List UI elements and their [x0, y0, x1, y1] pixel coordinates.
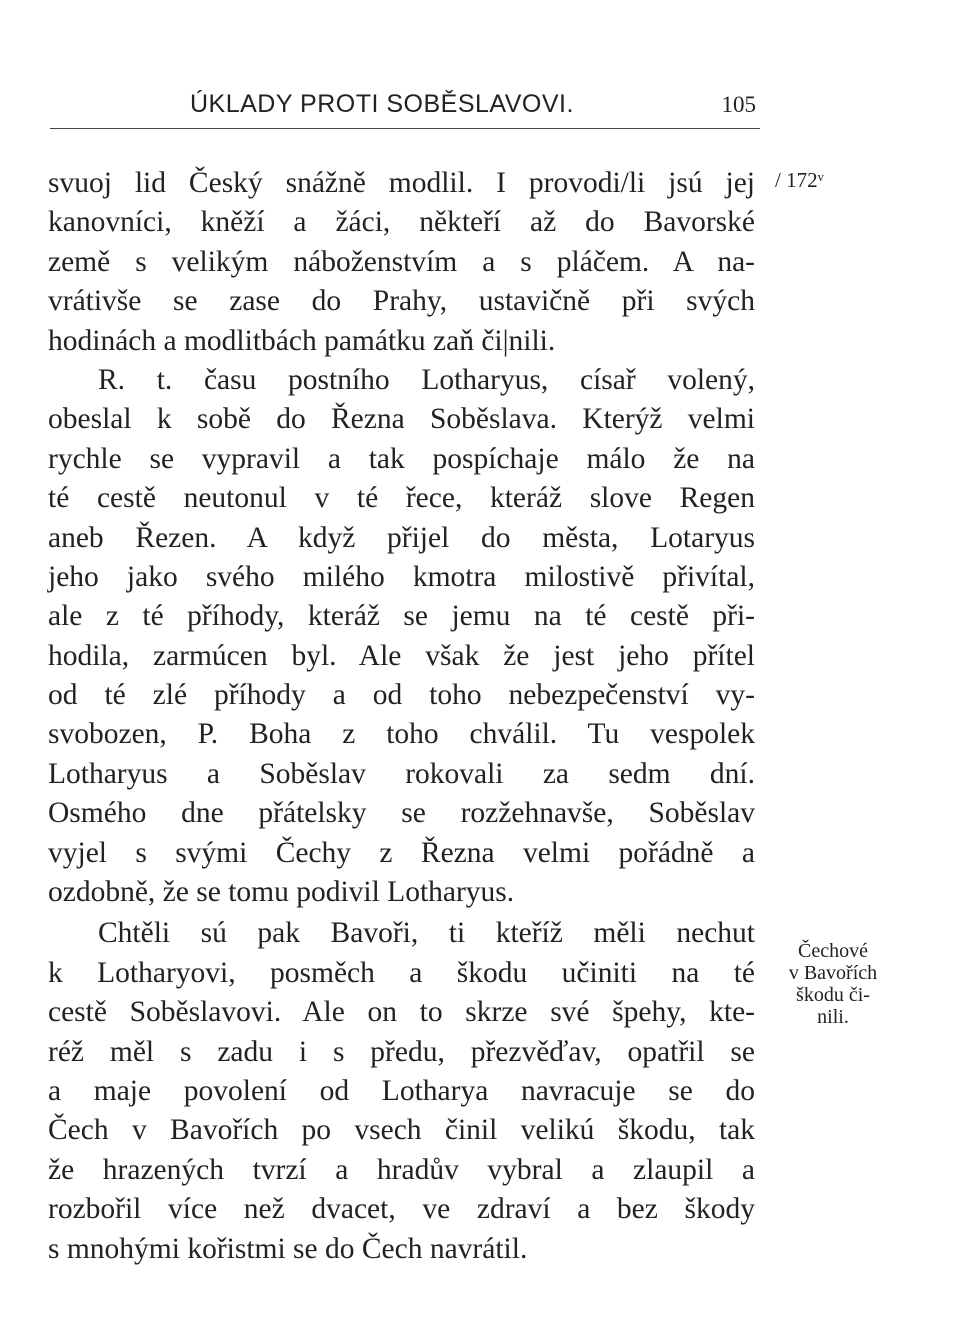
text-line: hodinách a modlitbách památku zaň či|nili.	[48, 324, 556, 357]
text-line: a maje povolení od Lotharya navracuje se do	[48, 1074, 755, 1107]
margin-note-line: v Bavořích	[788, 962, 878, 984]
text-line: země s velikým náboženstvím a s pláčem. A na-	[48, 245, 755, 278]
text-line: R. t. času postního Lotharyus, císař volený,	[98, 363, 755, 396]
text-line: té cestě neutonul v té řece, kteráž slove Regen	[48, 482, 755, 515]
margin-note-line: Čechové	[798, 940, 868, 962]
running-header	[50, 84, 760, 129]
text-line: ale z té příhody, kteráž se jemu na té cestě při-	[48, 600, 755, 633]
folio-marker: / 172ᵛ	[775, 168, 824, 192]
text-line: ozdobně, že se tomu podivil Lotharyus.	[48, 876, 515, 909]
text-line: svuoj lid Český snážně modlil. I provodi/li jsú jej	[48, 167, 755, 199]
text-line: rozbořil více než dvacet, ve zdraví a bez škody	[48, 1193, 755, 1226]
margin-note-line: škodu či-	[796, 984, 870, 1006]
text-line: svobozen, P. Boha z toho chválil. Tu vespolek	[48, 718, 755, 751]
margin-note-line: nili.	[817, 1006, 849, 1028]
text-line: s mnohými kořistmi se do Čech navrátil.	[48, 1232, 528, 1265]
text-line: cestě Soběslavovi. Ale on to skrze své špehy, kte-	[48, 996, 755, 1029]
text-line: vyjel s svými Čechy z Řezna velmi pořádně a	[48, 836, 755, 869]
text-line: jeho jako svého milého kmotra milostivě přivítal,	[48, 560, 755, 593]
text-line: od té zlé příhody a od toho nebezpečenství vy-	[48, 679, 755, 712]
text-line: Čech v Bavořích po vsech činil velikú škodu, tak	[48, 1114, 755, 1147]
text-line: že hrazených tvrzí a hradův vybral a zlaupil a	[48, 1153, 755, 1186]
text-line: obeslal k sobě do Řezna Soběslava. Kterýž velmi	[48, 403, 755, 436]
text-line: Lotharyus a Soběslav rokovali za sedm dní.	[48, 757, 755, 790]
text-line: aneb Řezen. A když přijel do města, Lotaryus	[48, 521, 755, 554]
text-line: kanovníci, kněží a žáci, někteří až do Bavorské	[48, 206, 755, 239]
running-title: ÚKLADY PROTI SOBĚSLAVOVI.	[190, 90, 574, 118]
text-line: k Lotharyovi, posměch a škodu učiniti na té	[48, 956, 755, 989]
text-line: hodila, zarmúcen byl. Ale však že jest jeho přítel	[48, 639, 755, 672]
body-text	[48, 164, 755, 1269]
text-line: réž měl s zadu i s předu, přezvěďav, opatřil se	[48, 1035, 755, 1068]
margin-note	[758, 940, 908, 1028]
text-line: Osmého dne přátelsky se rozžehnavše, Soběslav	[48, 797, 755, 830]
text-line: Chtěli sú pak Bavoři, ti kteříž měli nechut	[98, 917, 755, 950]
page-number: 105	[721, 92, 756, 117]
text-line: rychle se vypravil a tak pospíchaje málo že na	[48, 442, 755, 475]
text-line: vrátivše se zase do Prahy, ustavičně při svých	[48, 285, 755, 318]
